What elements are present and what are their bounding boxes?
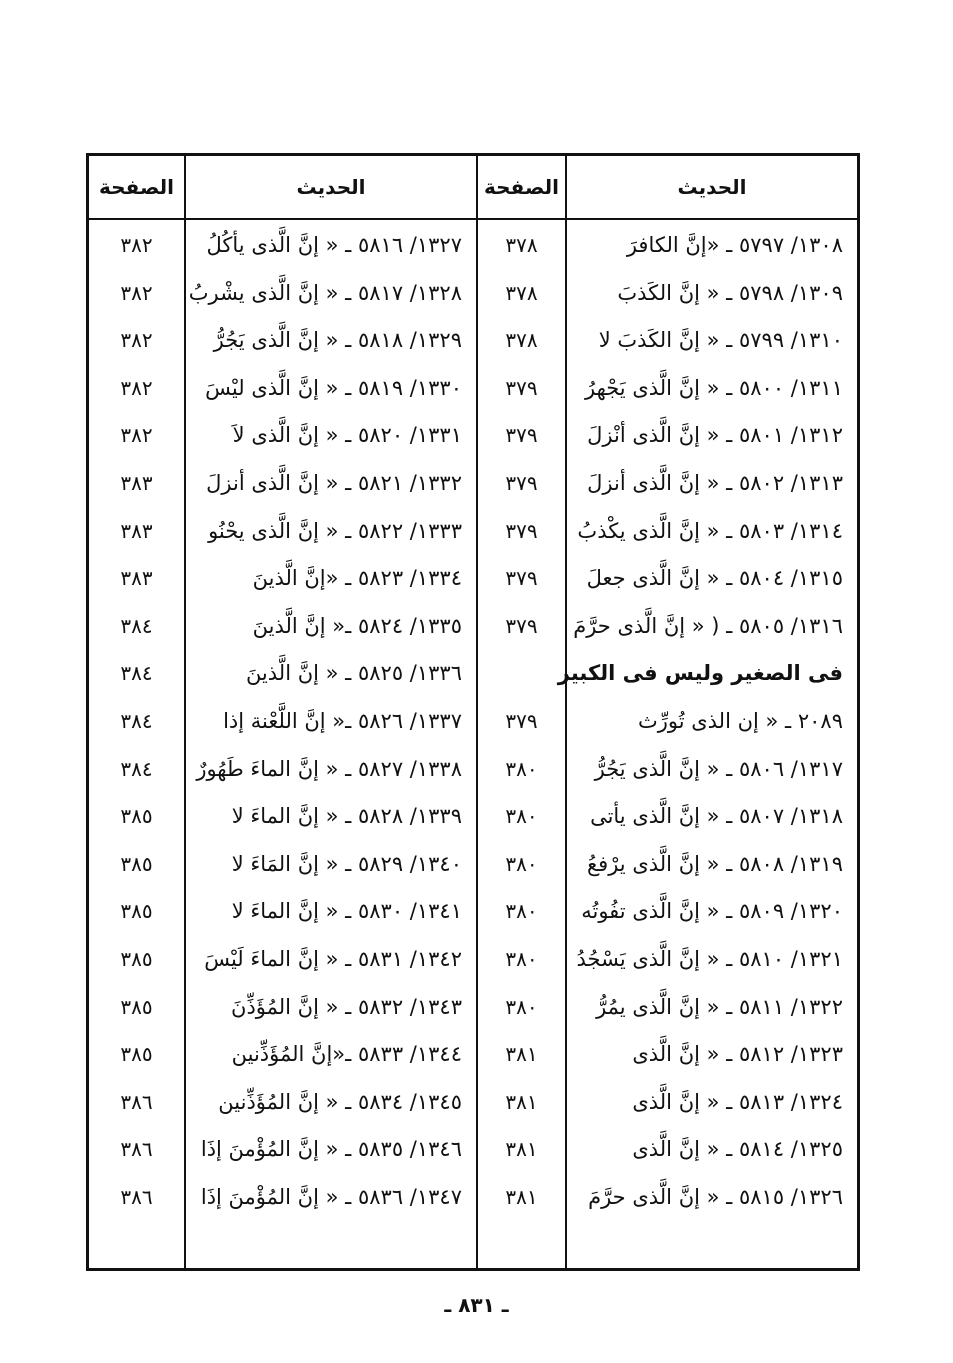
hadith-entry: ١٣٣٦/ ٥٨٢٥ ـ « إنَّ الَّذينَ — [245, 661, 462, 685]
page-ref: ٣٨١ — [505, 1042, 538, 1066]
page-ref: ٣٧٩ — [505, 614, 538, 638]
page-ref: ٣٨١ — [505, 1137, 538, 1161]
page-ref: ٣٨٤ — [120, 757, 153, 781]
page-ref: ٣٧٩ — [505, 471, 538, 495]
hadith-entry: ١٣٤٥/ ٥٨٣٤ ـ « إنَّ المُؤَذِّنين — [218, 1090, 462, 1114]
header-left-page: الصفحة — [99, 175, 175, 199]
page-ref: ٣٨٥ — [120, 995, 153, 1019]
hadith-entry: ١٣١١/ ٥٨٠٠ ـ « إنَّ الَّذى يَجْهرُ — [584, 376, 843, 400]
hadith-entry: ١٣٣٠/ ٥٨١٩ ـ « إنَّ الَّذى ليْسَ — [205, 376, 462, 400]
hadith-entry: ١٣٠٨/ ٥٧٩٧ ـ «إنَّ الكافرَ — [626, 233, 843, 257]
hadith-entry: ١٣٣٨/ ٥٨٢٧ ـ « إنَّ الماءَ طَهُورٌ — [196, 757, 462, 781]
page-ref: ٣٧٩ — [505, 423, 538, 447]
page-ref: ٣٨٢ — [120, 423, 153, 447]
hadith-entry: ١٣١٧/ ٥٨٠٦ ـ « إنَّ الَّذى يَجُرُّ — [594, 757, 843, 781]
page-ref: ٣٨٥ — [120, 1042, 153, 1066]
hadith-entry: ١٣٤٠/ ٥٨٢٩ ـ « إنَّ المَاءَ لا — [231, 852, 462, 876]
hadith-entry: ١٣٣٩/ ٥٨٢٨ ـ « إنَّ الماءَ لا — [231, 804, 462, 828]
page-ref: ٣٨٣ — [120, 471, 153, 495]
page-ref: ٣٨٠ — [505, 995, 538, 1019]
hadith-entry: ١٣٤٢/ ٥٨٣١ ـ « إنَّ الماءَ لَيْسَ — [204, 947, 462, 971]
hadith-entry: ١٣٢٦/ ٥٨١٥ ـ « إنَّ الَّذى حرَّمَ — [588, 1185, 843, 1209]
page-ref: ٣٨٦ — [120, 1137, 153, 1161]
hadith-entry: ١٣٠٩/ ٥٧٩٨ ـ « إنَّ الكَذبَ — [617, 281, 843, 305]
hadith-entry: ١٣٢٤/ ٥٨١٣ ـ « إنَّ الَّذى — [632, 1090, 843, 1114]
page-ref: ٣٧٩ — [505, 519, 538, 543]
hadith-entry: ١٣٢٢/ ٥٨١١ ـ « إنَّ الَّذى يمُرُّ — [596, 995, 843, 1019]
hadith-entry: ١٣٢٠/ ٥٨٠٩ ـ « إنَّ الَّذى تفُوتُه — [581, 899, 843, 923]
header-divider — [89, 218, 857, 220]
page-ref: ٣٨٥ — [120, 852, 153, 876]
hadith-entry: ١٣١٥/ ٥٨٠٤ ـ « إنَّ الَّذى جعلَ — [586, 566, 843, 590]
page-ref: ٣٧٨ — [505, 281, 538, 305]
hadith-entry: ١٣٢٣/ ٥٨١٢ ـ « إنَّ الَّذى — [632, 1042, 843, 1066]
hadith-entry: ١٣٤١/ ٥٨٣٠ ـ « إنَّ الماءَ لا — [231, 899, 462, 923]
section-heading: فى الصغير وليس فى الكبير — [557, 661, 843, 685]
page-ref: ٣٨٠ — [505, 899, 538, 923]
page-ref: ٣٨٢ — [120, 376, 153, 400]
page-ref: ٣٨٥ — [120, 899, 153, 923]
page-ref: ٣٨٤ — [120, 661, 153, 685]
page-ref: ٣٨٠ — [505, 947, 538, 971]
hadith-entry: ١٣١٠/ ٥٧٩٩ ـ « إنَّ الكَذبَ لا — [598, 328, 843, 352]
page-ref: ٣٨٣ — [120, 566, 153, 590]
page-ref: ٣٨٦ — [120, 1185, 153, 1209]
hadith-entry: ١٣٣١/ ٥٨٢٠ ـ « إنَّ الَّذى لاَ — [232, 423, 462, 447]
page-ref: ٣٨٢ — [120, 233, 153, 257]
hadith-entry: ١٣٤٧/ ٥٨٣٦ ـ « إنَّ المُؤْمنَ إذَا — [200, 1185, 462, 1209]
hadith-entry: ١٣٣٣/ ٥٨٢٢ ـ « إنَّ الَّذى يحْنُو — [208, 519, 462, 543]
page-ref: ٣٨١ — [505, 1185, 538, 1209]
header-right-page: الصفحة — [484, 175, 560, 199]
hadith-entry: ١٣٣٢/ ٥٨٢١ ـ « إنَّ الَّذى أنزلَ — [206, 471, 462, 495]
header-left-hadith: الحديث — [296, 175, 366, 199]
index-table — [86, 153, 860, 1271]
hadith-entry: ١٣٤٤/ ٥٨٣٣ ـ«إنَّ المُؤَذِّنين — [231, 1042, 462, 1066]
hadith-entry: ١٣٤٣/ ٥٨٣٢ ـ « إنَّ المُؤَذِّنَ — [231, 995, 462, 1019]
page-ref: ٣٨٤ — [120, 614, 153, 638]
page-ref: ٣٧٩ — [505, 376, 538, 400]
hadith-entry: ١٣٢١/ ٥٨١٠ ـ « إنَّ الَّذى يَسْجُدُ — [576, 947, 843, 971]
header-right-hadith: الحديث — [677, 175, 747, 199]
hadith-entry: ١٣١٦/ ٥٨٠٥ ـ ( « إنَّ الَّذى حرَّمَ — [573, 614, 843, 638]
page-ref: ٣٧٩ — [505, 709, 538, 733]
page-ref: ٣٨٠ — [505, 852, 538, 876]
hadith-entry: ١٣٣٥/ ٥٨٢٤ ـ« إنَّ الَّذينَ — [252, 614, 462, 638]
page-ref — [478, 656, 565, 690]
page-ref: ٣٨٥ — [120, 947, 153, 971]
page-ref: ٣٨٢ — [120, 281, 153, 305]
hadith-entry: ١٣١٨/ ٥٨٠٧ ـ « إنَّ الَّذى يأتى — [590, 804, 843, 828]
hadith-entry: ١٣١٤/ ٥٨٠٣ ـ « إنَّ الَّذى يكْذبُ — [577, 519, 843, 543]
hadith-entry: ١٣١٣/ ٥٨٠٢ ـ « إنَّ الَّذى أنزلَ — [587, 471, 843, 495]
page-ref: ٣٨٦ — [120, 1090, 153, 1114]
page-ref: ٣٧٨ — [505, 328, 538, 352]
hadith-entry: ١٣١٢/ ٥٨٠١ ـ « إنَّ الَّذى أنْزلَ — [587, 423, 843, 447]
hadith-entry: ١٣٤٦/ ٥٨٣٥ ـ « إنَّ المُؤْمنَ إذَا — [200, 1137, 462, 1161]
page-number: ـ ٨٣١ ـ — [444, 1293, 509, 1317]
hadith-entry: ١٣٢٩/ ٥٨١٨ ـ « إنَّ الَّذى يَجُرُّ — [213, 328, 462, 352]
page-ref: ٣٨٤ — [120, 709, 153, 733]
page-ref: ٣٨١ — [505, 1090, 538, 1114]
hadith-entry: ١٣٢٥/ ٥٨١٤ ـ « إنَّ الَّذى — [632, 1137, 843, 1161]
page-ref: ٣٨٥ — [120, 804, 153, 828]
page-ref: ٣٨٠ — [505, 804, 538, 828]
hadith-entry: ١٣٢٨/ ٥٨١٧ ـ « إنَّ الَّذى يشْربُ — [188, 281, 462, 305]
page-ref: ٣٧٨ — [505, 233, 538, 257]
hadith-entry: ١٣١٩/ ٥٨٠٨ ـ « إنَّ الَّذى يرْفعُ — [587, 852, 843, 876]
page-ref: ٣٨٢ — [120, 328, 153, 352]
hadith-entry: ١٣٣٧/ ٥٨٢٦ ـ« إنَّ اللَّعْنة إذا — [223, 709, 462, 733]
hadith-entry: ١٣٢٧/ ٥٨١٦ ـ « إنَّ الَّذى يأكُلُ — [206, 233, 462, 257]
hadith-entry: ١٣٣٤/ ٥٨٢٣ ـ «إنَّ الَّذينَ — [252, 566, 462, 590]
page-ref: ٣٨٣ — [120, 519, 153, 543]
page-ref: ٣٨٠ — [505, 757, 538, 781]
page-ref: ٣٧٩ — [505, 566, 538, 590]
hadith-entry: ٢٠٨٩ ـ « إن الذى تُورِّث — [637, 709, 843, 733]
